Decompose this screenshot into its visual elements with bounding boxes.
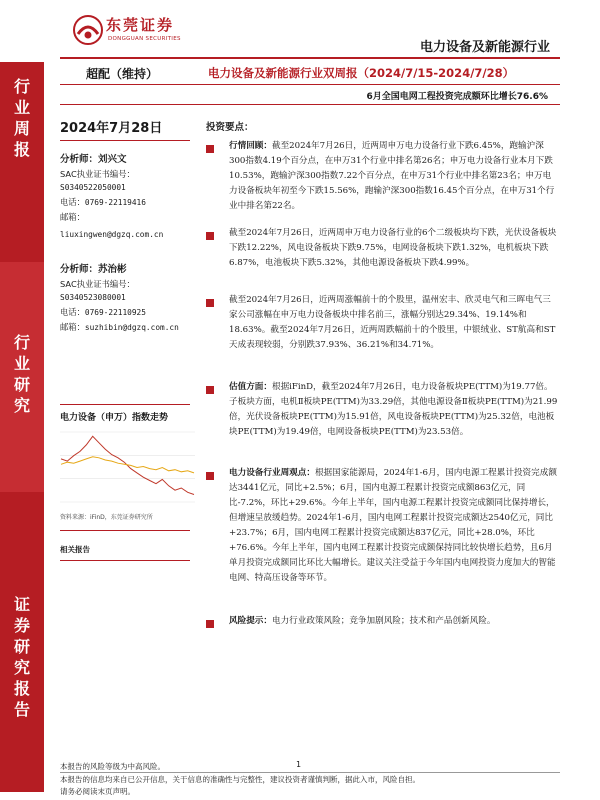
sidebar-char: 研	[13, 637, 30, 656]
bullet-icon	[206, 299, 214, 307]
company-name: 东莞证券	[106, 16, 175, 34]
footer-divider	[60, 772, 560, 773]
sidebar-industry-research	[0, 262, 44, 492]
bullet-icon	[206, 232, 214, 240]
index-chart-svg	[60, 428, 195, 506]
sidebar-char: 证	[13, 595, 30, 614]
sidebar-char: 报	[13, 140, 30, 159]
analyst-1	[60, 152, 163, 242]
bullet-icon	[206, 472, 214, 480]
sidebar-char: 业	[13, 98, 30, 117]
point-text: 截至2024年7月26日，近两周涨幅前十的个股里，温州宏丰、欣灵电气和三晖电气三家公司涨幅在申万电力设备板块中排名前三，涨幅分别达29.34%、19.14%和18.63%。截至2024年7月26日，近两周跌幅前十的个股里，中银绒业、ST航高和ST天成表现较弱，分别跌37.93%、36.21%和34.71%。	[229, 295, 556, 350]
related-divider	[60, 560, 190, 561]
sidebar-securities-report	[0, 492, 44, 792]
point-risk	[229, 614, 559, 629]
sac-number: S0340523080001	[60, 293, 126, 302]
point-weekly-view	[229, 466, 559, 586]
email[interactable]: suzhibin@dgzq.com.cn	[84, 323, 179, 332]
footer-risk-level: 本报告的风险等级为中高风险。	[60, 762, 165, 771]
report-date: 2024年7月28日	[60, 121, 163, 136]
logo-icon	[72, 14, 104, 46]
chart-source: 资料来源：iFinD，东莞证券研究所	[60, 514, 153, 521]
header-industry: 电力设备及新能源行业	[419, 40, 550, 55]
company-name-en: DONGGUAN SECURITIES	[108, 36, 181, 42]
page-number: 1	[296, 760, 302, 769]
chart-title: 电力设备（申万）指数走势	[60, 413, 169, 423]
bullet-icon	[206, 620, 214, 628]
chart-bottom-divider	[60, 530, 190, 531]
series-line-1	[61, 457, 194, 473]
key-points-title: 投资要点：	[206, 122, 254, 133]
sidebar-char: 券	[13, 616, 30, 635]
phone-label: 电话：	[60, 197, 85, 207]
phone: 0769-22119416	[84, 198, 146, 207]
sidebar-char: 究	[13, 658, 30, 677]
sidebar-char: 行	[13, 333, 30, 352]
report-title: 电力设备及新能源行业双周报（2024/7/15-2024/7/28）	[208, 66, 515, 80]
point-label: 电力设备行业周观点：	[229, 468, 315, 478]
sidebar-char: 业	[13, 354, 30, 373]
sac-label: SAC执业证书编号：	[60, 169, 135, 179]
point-sub-sectors	[229, 226, 559, 271]
chart-top-divider	[60, 404, 190, 405]
sidebar-char: 究	[13, 396, 30, 415]
point-label: 风险提示：	[229, 616, 272, 626]
sidebar-char: 周	[13, 119, 30, 138]
analyst-name: 分析师：苏治彬	[60, 264, 127, 275]
point-text: 截至2024年7月26日，近两周申万电力设备行业的6个二级板块均下跌，光伏设备板块下跌12.22%，风电设备板块下跌9.75%，电网设备板块下跌1.32%，电机板块下跌6.87%，电池板块下跌5.32%，其他电源设备板块下跌4.99%。	[229, 228, 557, 268]
footer-read-statement: 请务必阅读末页声明。	[60, 787, 135, 796]
email-label: 邮箱：	[60, 322, 85, 332]
point-label: 估值方面：	[229, 382, 272, 392]
point-label: 行情回顾：	[229, 141, 272, 151]
email-label: 邮箱：	[60, 212, 85, 222]
bullet-icon	[206, 145, 214, 153]
rating: 超配（维持）	[86, 67, 159, 81]
point-text: 根据国家能源局，2024年1-6月，国内电源工程累计投资完成额达3441亿元，同比+2.5%；6月，国内电源工程累计投资完成额863亿元，同比-7.2%，环比+29.6%。今年上半年，国内电源工程累计投资完成额同比保持增长，但增速呈放缓趋势。2024年1-6月，国内电网工程累计投资完成额达2540亿元，同比+23.7%；6月，国内电网工程累计投资完成额达837亿元，同比+28.0%，环比+76.6%。今年上半年，国内电网工程累计投资完成额保持同比较快增长趋势，且6月单月投资完成额同比环比大幅增长。建议关注受益于今年国内电网投资力度加大的智能电网、特高压设备等环节。	[229, 468, 557, 583]
point-stocks	[229, 293, 559, 353]
sidebar-char: 研	[13, 375, 30, 394]
related-reports-label: 相关报告	[60, 545, 90, 554]
title-divider	[60, 84, 560, 85]
email[interactable]: liuxingwen@dgzq.com.cn	[60, 230, 164, 239]
sidebar-label	[0, 594, 44, 720]
sac-label: SAC执业证书编号：	[60, 279, 135, 289]
sac-number: S0340522050001	[60, 183, 126, 192]
bullet-icon	[206, 386, 214, 394]
point-market-review	[229, 139, 559, 214]
header-divider	[60, 57, 560, 59]
sidebar-weekly-report	[0, 62, 44, 262]
phone-label: 电话：	[60, 307, 85, 317]
phone: 0769-22110925	[84, 308, 146, 317]
analyst-2	[60, 262, 179, 335]
headline-divider	[60, 104, 560, 105]
sub-headline: 6月全国电网工程投资完成额环比增长76.6%	[366, 92, 548, 102]
date-divider	[60, 140, 190, 141]
sidebar-char: 行	[13, 77, 30, 96]
series-line-0	[61, 436, 194, 494]
analyst-name: 分析师：刘兴文	[60, 154, 127, 165]
point-text: 电力行业政策风险；竞争加剧风险；技术和产品创新风险。	[271, 616, 496, 626]
point-text: 截至2024年7月26日，近两周申万电力设备行业下跌6.45%，跑输沪深300指数4.19个百分点，在申万31个行业中排名第26名；申万电力设备行业本月下跌10.53%，跑输沪深300指数7.22个百分点，在申万31个行业中排名第23名；申万电力设备板块年初至今下跌15.56%，跑输沪深300指数16.45个百分点，在申万31个行业中排名第22名。	[229, 141, 555, 211]
index-chart	[60, 428, 195, 506]
sidebar-char: 报	[13, 679, 30, 698]
sidebar-label	[0, 76, 44, 160]
sidebar-label	[0, 332, 44, 416]
point-valuation	[229, 380, 559, 440]
sidebar-char: 告	[13, 700, 30, 719]
footer-disclaimer: 本报告的信息均来自已公开信息，关于信息的准确性与完整性，建议投资者谨慎判断，据此入市，风险自担。	[60, 775, 420, 784]
point-text: 根据iFinD，截至2024年7月26日，电力设备板块PE(TTM)为19.77倍。子板块方面，电机Ⅱ板块PE(TTM)为33.29倍，其他电源设备Ⅱ板块PE(TTM)为21.99倍，光伏设备板块PE(TTM)为15.91倍，风电设备板块PE(TTM)为25.32倍，电池板块PE(TTM)为19.49倍，电网设备板块PE(TTM)为23.53倍。	[229, 382, 558, 437]
